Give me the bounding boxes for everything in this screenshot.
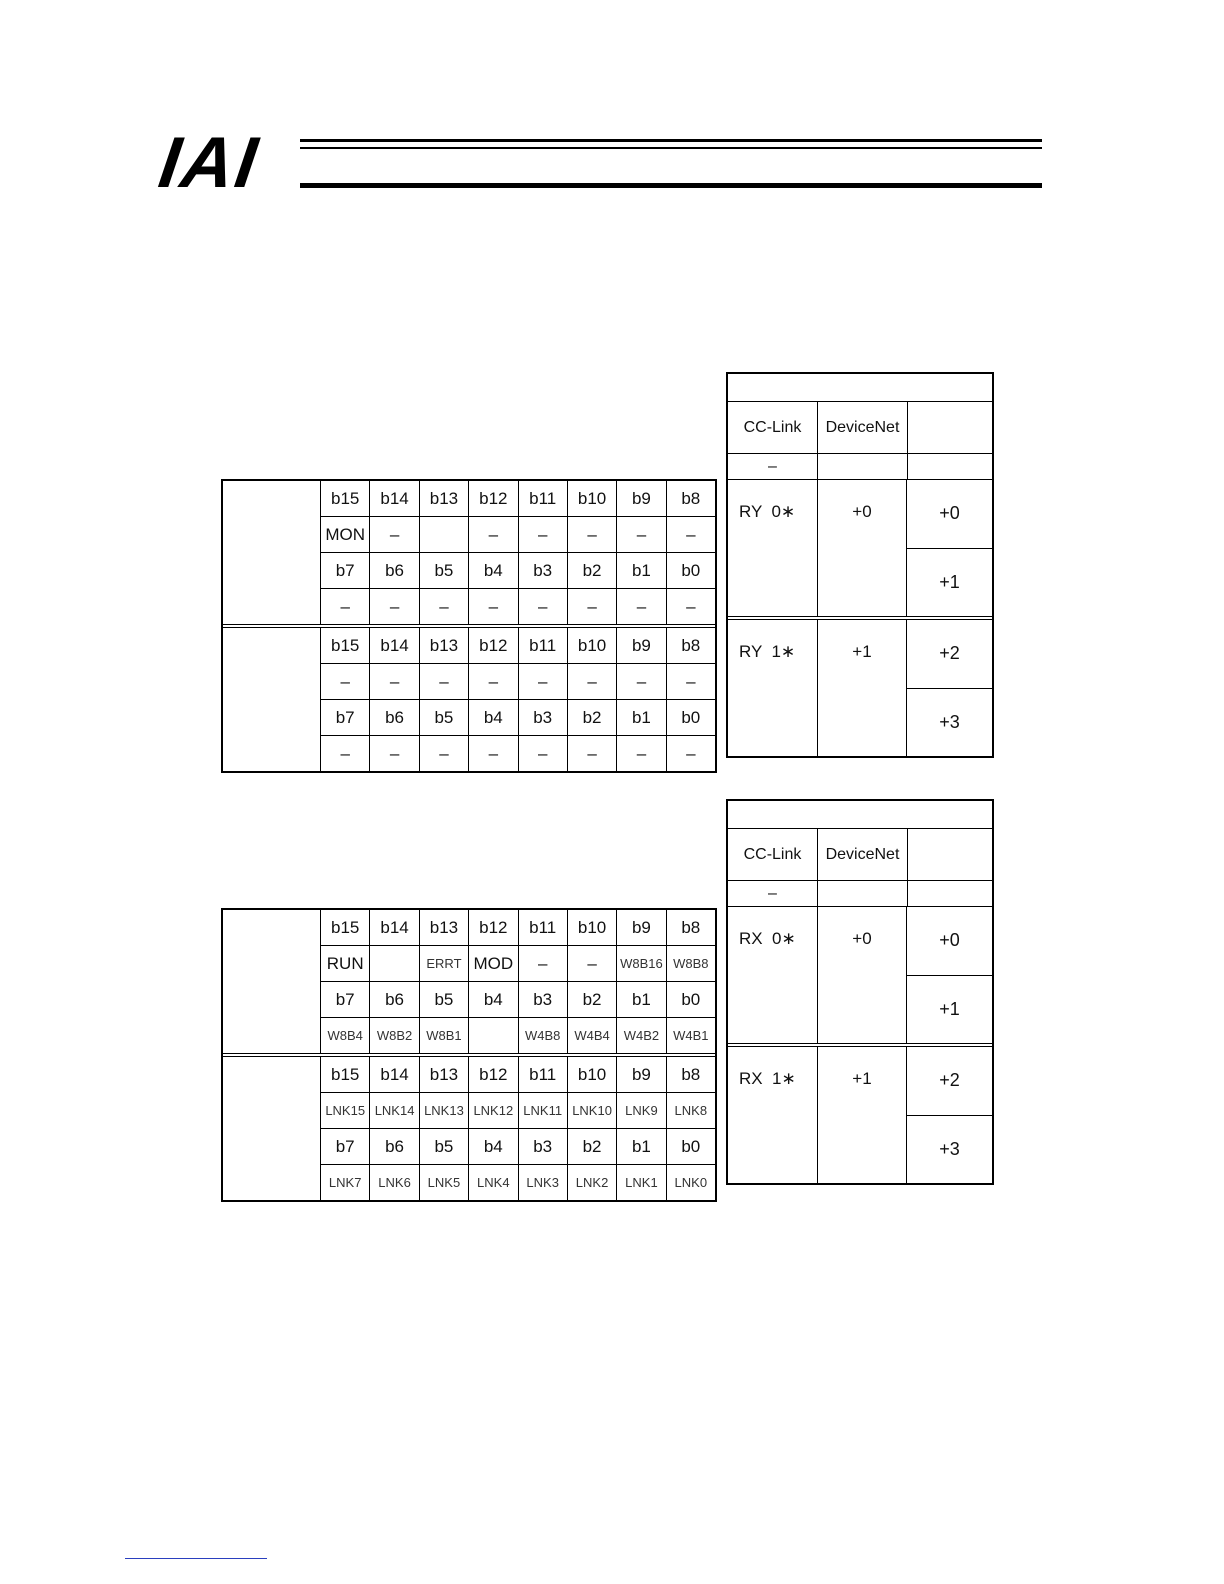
signal-cell: – [518, 664, 567, 699]
register-group [223, 481, 715, 624]
signal-cell: LNK10 [567, 1093, 616, 1128]
signal-cell: – [468, 664, 517, 699]
bit-number-row [321, 1057, 715, 1092]
address-subheader-cell [817, 454, 907, 479]
input-bit-table [221, 908, 717, 1202]
signal-cell: – [616, 589, 665, 624]
signal-cell: ERRT [419, 946, 468, 981]
address-group [728, 1043, 992, 1183]
word-offset: +2 [939, 1070, 960, 1091]
address-title-cell [728, 374, 992, 402]
signal-cell: – [567, 517, 616, 552]
address-group [728, 480, 992, 616]
signal-cell: – [468, 517, 517, 552]
bit-number-cell: b8 [666, 628, 715, 663]
bit-number-cell: b1 [616, 553, 665, 588]
signal-cell: – [369, 736, 418, 771]
devicenet-header: DeviceNet [817, 829, 907, 880]
signal-cell: – [666, 736, 715, 771]
bit-number-cell: b0 [666, 700, 715, 735]
signal-cell [369, 946, 418, 981]
bit-number-row [321, 699, 715, 735]
signal-row [321, 1164, 715, 1200]
bit-number-row [321, 981, 715, 1017]
signal-cell: W8B2 [369, 1018, 418, 1053]
bit-number-cell: b15 [331, 488, 360, 508]
footer-link-underline [125, 1558, 267, 1559]
signal-cell: LNK11 [518, 1093, 567, 1128]
signal-cell: – [666, 664, 715, 699]
signal-cell: MOD [468, 946, 517, 981]
cclink-header: CC-Link [743, 845, 802, 863]
bit-number-cell: b5 [419, 553, 468, 588]
signal-cell: – [369, 517, 418, 552]
signal-cell: LNK6 [369, 1165, 418, 1200]
bit-number-cell: b15 [331, 1064, 360, 1084]
bit-number-cell: b3 [518, 553, 567, 588]
bit-number-cell: b4 [468, 982, 517, 1017]
bit-number-cell: b9 [616, 481, 665, 516]
bit-number-cell: b10 [567, 910, 616, 945]
cclink-address: RY 0∗ [739, 502, 796, 521]
bit-number-cell: b12 [468, 481, 517, 516]
devicenet-offset: +0 [817, 907, 906, 1043]
signal-cell: – [340, 671, 350, 691]
signal-row [321, 735, 715, 771]
bit-number-cell: b7 [335, 707, 355, 727]
signal-row [321, 1017, 715, 1053]
signal-row [321, 516, 715, 552]
address-header-row [728, 402, 992, 454]
address-subheader-cell [907, 881, 992, 906]
logo-text: IAI [154, 123, 264, 203]
signal-cell: – [616, 664, 665, 699]
signal-cell: LNK2 [567, 1165, 616, 1200]
address-title-cell [728, 801, 992, 829]
signal-row [321, 663, 715, 699]
cclink-address: RX 1∗ [739, 1069, 796, 1088]
bit-number-cell: b10 [567, 1057, 616, 1092]
iai-logo [154, 123, 300, 203]
cclink-header: CC-Link [743, 418, 802, 436]
word-offset: +0 [939, 503, 960, 524]
address-subheader-cell: – [768, 457, 777, 475]
signal-cell: – [369, 664, 418, 699]
bit-number-cell: b0 [666, 1129, 715, 1164]
signal-cell: LNK8 [666, 1093, 715, 1128]
bit-number-cell: b3 [518, 1129, 567, 1164]
register-group [223, 624, 715, 771]
signal-cell: LNK4 [468, 1165, 517, 1200]
signal-cell: LNK3 [518, 1165, 567, 1200]
bit-number-cell: b1 [616, 1129, 665, 1164]
word-offset: +1 [907, 975, 992, 1044]
bit-number-cell: b9 [616, 910, 665, 945]
bit-number-cell: b1 [616, 982, 665, 1017]
bit-number-cell: b4 [468, 553, 517, 588]
signal-cell: LNK15 [325, 1103, 366, 1118]
signal-cell: LNK14 [369, 1093, 418, 1128]
bit-number-cell: b3 [518, 982, 567, 1017]
bit-number-cell: b3 [518, 700, 567, 735]
bit-number-cell: b7 [335, 989, 355, 1009]
signal-cell: – [567, 589, 616, 624]
bit-number-cell: b11 [518, 1057, 567, 1092]
bit-number-cell: b14 [369, 628, 418, 663]
register-group [223, 910, 715, 1053]
signal-row [321, 945, 715, 981]
bit-number-cell: b13 [419, 910, 468, 945]
bit-number-cell: b13 [419, 1057, 468, 1092]
bit-number-cell: b8 [666, 1057, 715, 1092]
bit-number-cell: b11 [518, 910, 567, 945]
bit-number-cell: b14 [369, 1057, 418, 1092]
bit-number-cell: b15 [331, 635, 360, 655]
word-offset: +3 [907, 688, 992, 757]
bit-number-cell: b4 [468, 700, 517, 735]
register-group [223, 1053, 715, 1200]
signal-cell: – [567, 736, 616, 771]
cclink-address: RY 1∗ [739, 642, 796, 661]
bit-number-row [321, 552, 715, 588]
output-bit-table [221, 479, 717, 773]
bit-number-cell: b5 [419, 1129, 468, 1164]
address-subheader-cell [817, 881, 907, 906]
signal-cell: – [567, 946, 616, 981]
signal-cell: W8B8 [666, 946, 715, 981]
signal-cell: – [666, 517, 715, 552]
bit-number-row [321, 628, 715, 663]
signal-cell [419, 517, 468, 552]
bit-number-cell: b10 [567, 481, 616, 516]
bit-number-cell: b11 [518, 628, 567, 663]
bit-number-cell: b0 [666, 982, 715, 1017]
signal-cell: W4B2 [616, 1018, 665, 1053]
header-rule-mid [300, 147, 1042, 149]
signal-cell: LNK0 [666, 1165, 715, 1200]
bit-number-cell: b9 [616, 1057, 665, 1092]
bit-number-cell: b6 [369, 982, 418, 1017]
bit-number-cell: b9 [616, 628, 665, 663]
bit-number-cell: b8 [666, 481, 715, 516]
signal-cell: LNK12 [468, 1093, 517, 1128]
register-label-cell [223, 910, 321, 1053]
signal-cell: – [369, 589, 418, 624]
signal-cell: – [419, 736, 468, 771]
signal-cell: W4B8 [518, 1018, 567, 1053]
register-label-cell [223, 628, 321, 771]
bit-number-cell: b12 [468, 628, 517, 663]
devicenet-offset: +1 [817, 1047, 906, 1183]
bit-number-cell: b6 [369, 1129, 418, 1164]
word-header [907, 402, 992, 453]
signal-cell: LNK1 [616, 1165, 665, 1200]
address-group [728, 616, 992, 756]
devicenet-offset: +0 [817, 480, 906, 616]
address-subheader-cell: – [768, 884, 777, 902]
bit-number-cell: b7 [335, 560, 355, 580]
signal-cell: – [518, 946, 567, 981]
devicenet-offset: +1 [817, 620, 906, 756]
word-header [907, 829, 992, 880]
register-label-cell [223, 1057, 321, 1200]
bit-number-cell: b5 [419, 700, 468, 735]
signal-cell: – [567, 664, 616, 699]
bit-number-cell: b6 [369, 700, 418, 735]
address-subheader-cell [907, 454, 992, 479]
signal-cell: W4B1 [666, 1018, 715, 1053]
signal-cell: W8B16 [616, 946, 665, 981]
address-subheader-row [728, 454, 992, 480]
signal-cell: – [518, 517, 567, 552]
signal-cell: – [518, 736, 567, 771]
signal-cell: W8B4 [327, 1028, 363, 1043]
signal-cell: – [518, 589, 567, 624]
word-offset: +0 [939, 930, 960, 951]
bit-number-cell: b11 [518, 481, 567, 516]
signal-cell: – [340, 596, 350, 616]
signal-row [321, 588, 715, 624]
bit-number-cell: b10 [567, 628, 616, 663]
signal-cell: – [419, 589, 468, 624]
bit-number-cell: b2 [567, 553, 616, 588]
header-rule-top [300, 139, 1042, 142]
register-label-cell [223, 481, 321, 624]
bit-number-cell: b8 [666, 910, 715, 945]
bit-number-row [321, 1128, 715, 1164]
bit-number-cell: b5 [419, 982, 468, 1017]
devicenet-header: DeviceNet [817, 402, 907, 453]
signal-cell: – [340, 743, 350, 763]
bit-number-cell: b12 [468, 1057, 517, 1092]
bit-number-cell: b13 [419, 481, 468, 516]
signal-cell: – [468, 736, 517, 771]
bit-number-cell: b12 [468, 910, 517, 945]
header-rule-bottom [300, 183, 1042, 188]
bit-number-cell: b15 [331, 917, 360, 937]
signal-cell: LNK5 [419, 1165, 468, 1200]
signal-cell: LNK7 [328, 1175, 362, 1190]
bit-number-cell: b6 [369, 553, 418, 588]
bit-number-row [321, 910, 715, 945]
signal-row [321, 1092, 715, 1128]
bit-number-cell: b2 [567, 1129, 616, 1164]
word-offset: +3 [907, 1115, 992, 1184]
bit-number-cell: b14 [369, 910, 418, 945]
signal-cell: W8B1 [419, 1018, 468, 1053]
bit-number-cell: b4 [468, 1129, 517, 1164]
signal-cell: LNK13 [419, 1093, 468, 1128]
address-group [728, 907, 992, 1043]
bit-number-cell: b1 [616, 700, 665, 735]
bit-number-cell: b13 [419, 628, 468, 663]
bit-number-cell: b0 [666, 553, 715, 588]
input-address-table [726, 799, 994, 1185]
signal-cell: – [468, 589, 517, 624]
signal-cell: – [616, 517, 665, 552]
bit-number-cell: b2 [567, 982, 616, 1017]
bit-number-cell: b2 [567, 700, 616, 735]
signal-cell: LNK9 [616, 1093, 665, 1128]
signal-cell: MON [325, 524, 366, 544]
signal-cell: – [666, 589, 715, 624]
signal-cell: – [419, 664, 468, 699]
signal-cell: RUN [326, 953, 364, 973]
word-offset: +1 [907, 548, 992, 617]
bit-number-cell: b14 [369, 481, 418, 516]
word-offset: +2 [939, 643, 960, 664]
bit-number-row [321, 481, 715, 516]
bit-number-cell: b7 [335, 1136, 355, 1156]
address-header-row [728, 829, 992, 881]
address-subheader-row [728, 881, 992, 907]
signal-cell [468, 1018, 517, 1053]
signal-cell: W4B4 [567, 1018, 616, 1053]
signal-cell: – [616, 736, 665, 771]
output-address-table [726, 372, 994, 758]
cclink-address: RX 0∗ [739, 929, 796, 948]
